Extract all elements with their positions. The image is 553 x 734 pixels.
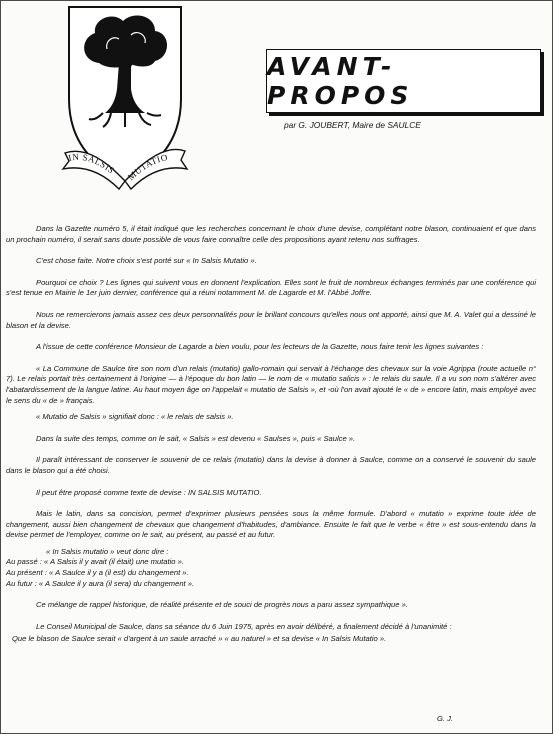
quote-paragraph: « La Commune de Saulce tire son nom d'un relais (mutatio) gallo-romain qui servait à l'échange des chevaux sur la voie Agrippa (route actuelle n° 7). Le relais portait très certainement à l'origine — à l'époque du bon latin — le nom de « mutatio salicis » : le relais du saule. Il a vu son nom s'altérer avec l'abatardissement de la langue latine. Au haut moyen âge on l'appelait « mutatio de Salsis », et -où l'on avait ajouté le « de » encore latin, mais employé avec le sens du « de » français.	[6, 363, 536, 405]
paragraph: « In Salsis mutatio » veut donc dire :	[46, 546, 169, 556]
motto-text-right: MUTATIO	[125, 152, 169, 183]
paragraph: Que le blason de Saulce serait « d'argent à un saule arraché » « au naturel » et sa devise « In Salsis Mutatio ».	[12, 634, 387, 644]
tense-future: Au futur : « A Saulce il y aura (il sera) du changement ».	[6, 578, 195, 588]
signature-initials: G. J.	[437, 714, 454, 723]
paragraph: Dans la suite des temps, comme on le sait, « Salsis » est devenu « Saulses », puis « Saulce ».	[36, 433, 356, 443]
coat-of-arms-illustration	[59, 5, 191, 215]
paragraph: Le Conseil Municipal de Saulce, dans sa séance du 6 Juin 1975, après en avoir délibéré, a finalement décidé à l'unanimité :	[36, 621, 452, 631]
paragraph: Il peut être proposé comme texte de devise : IN SALSIS MUTATIO.	[36, 487, 262, 497]
paragraph: Dans la Gazette numéro 5, il était indiqué que les recherches concernant le choix d'une devise, complétant notre blason, continuaient et que dans un prochain numéro, il serait sans doute possible de vous faire connaître celle des propositions ayant retenu nos suffrages.	[6, 224, 536, 244]
paragraph: Il paraît intéressant de conserver le souvenir de ce relais (mutatio) dans la devise à donner à Saulce, comme on a conservé le souvenir du saule dans le blason qui a été choisi.	[6, 455, 536, 475]
tense-present: Au présent : « A Saulce il y a (il est) du changement ».	[6, 568, 189, 578]
paragraph: C'est chose faite. Notre choix s'est porté sur « In Salsis Mutatio ».	[36, 256, 257, 266]
paragraph: A l'issue de cette conférence Monsieur de Lagarde a bien voulu, pour les lecteurs de la Gazette, nous faire tenir les lignes suivantes :	[36, 342, 484, 352]
author-byline: par G. JOUBERT, Maire de SAULCE	[284, 120, 421, 130]
paragraph: Pourquoi ce choix ? Les lignes qui suivent vous en donnent l'explication. Elles sont le fruit de nombreux échanges terminés par une conférence qui s'est tenue en Mairie le 1er juin dernier, conférence qui a réuni notamment M. de Lagarde et M. l'Abbé Joffre.	[6, 277, 536, 298]
paragraph: « Mutatio de Salsis » signifiait donc : « le relais de salsis ».	[36, 412, 234, 422]
motto-text-left: IN SALSIS	[67, 151, 117, 176]
paragraph: Nous ne remercierons jamais assez ces deux personnalités pour le brillant concours qu'elles nous ont apporté, ainsi que M. A. Valet qui a dessiné le blason et la devise.	[6, 309, 536, 330]
tense-list	[6, 557, 536, 589]
tense-past: Au passé : « A Salsis il y avait (il était) une mutatio ».	[6, 557, 184, 567]
paragraph: Mais le latin, dans sa concision, permet d'exprimer plusieurs pensées sous la même formule. D'abord « mutatio » exprime toute idée de changement, aussi bien changement de chevaux que changement d'habitudes, d'ambiance. Ensuite le fait que le verbe « être » est sous-entendu dans la devise permet de l'employer, comme on le sait, au présent, au passé et au futur.	[6, 509, 536, 540]
page-title: AVANT-PROPOS	[267, 52, 414, 110]
title-box	[266, 49, 541, 113]
paragraph: Ce mélange de rappel historique, de réalité présente et de souci de progrès nous a paru assez sympathique ».	[36, 600, 408, 610]
article-body	[6, 224, 536, 645]
